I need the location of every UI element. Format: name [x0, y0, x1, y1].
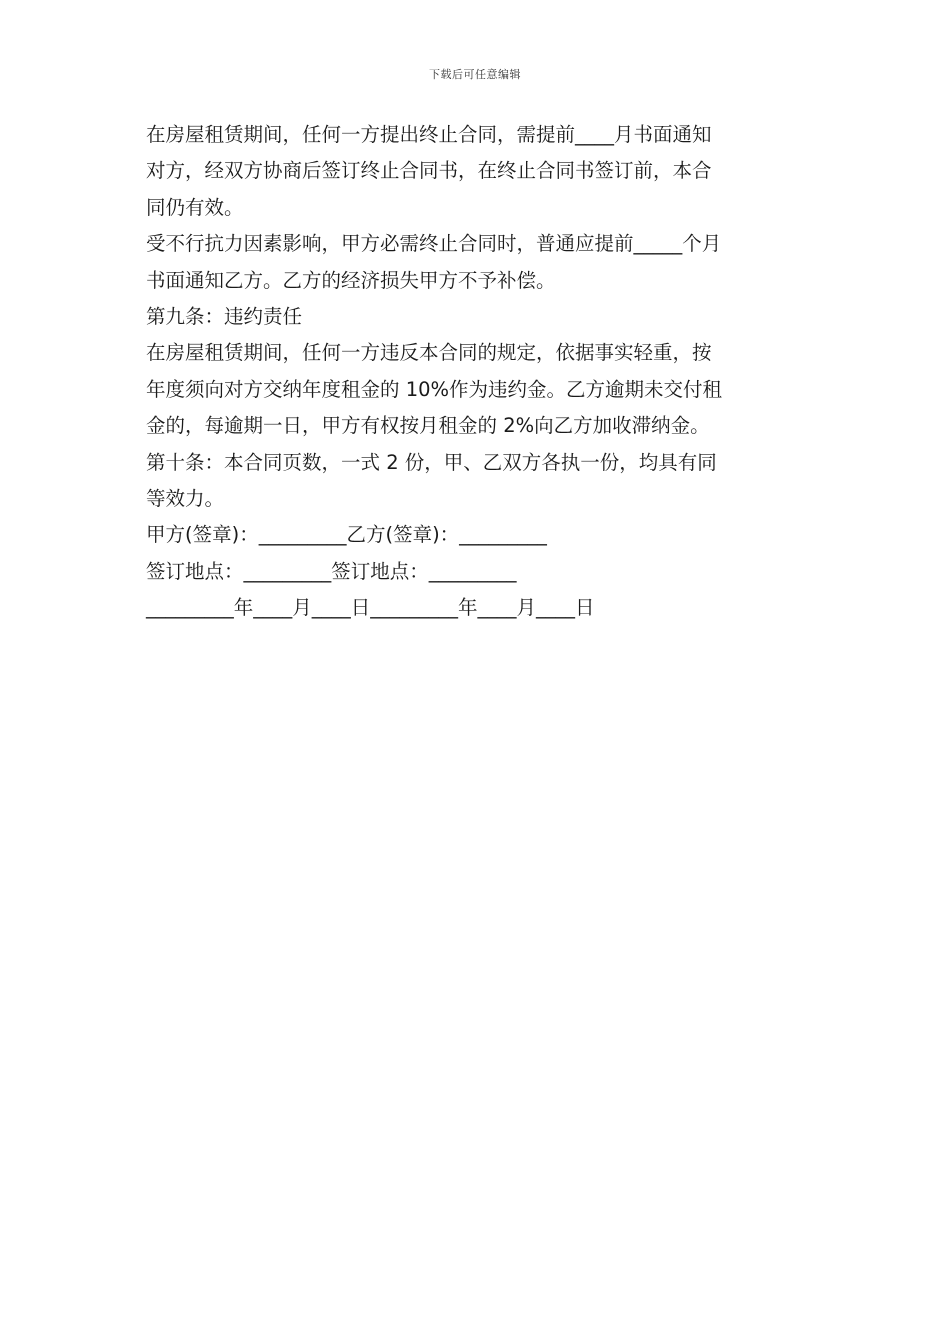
- signing-place-line: [146, 554, 806, 590]
- article-ten: [146, 445, 806, 518]
- signature-line: [146, 517, 806, 553]
- signing-date-line: [146, 590, 806, 626]
- text-line: 在房屋租赁期间，任何一方提出终止合同，需提前____月书面通知: [146, 123, 712, 146]
- text-line: 在房屋租赁期间，任何一方违反本合同的规定，依据事实轻重，按: [146, 341, 712, 365]
- text-line: 同仍有效。: [146, 195, 244, 219]
- text-line: 受不行抗力因素影响，甲方必需终止合同时，普通应提前_____个月: [146, 232, 722, 256]
- document-body: [146, 117, 806, 627]
- text-line: 签订地点：_________签订地点：_________: [146, 559, 517, 583]
- text-line: 第十条：本合同页数，一式 2 份，甲、乙双方各执一份，均具有同: [146, 450, 717, 474]
- text-line: _________年____月____日_________年____月____日: [146, 596, 595, 620]
- page-header: 下载后可任意编辑: [429, 68, 521, 81]
- text-line: 对方，经双方协商后签订终止合同书，在终止合同书签订前，本合: [146, 159, 712, 183]
- text-line: 书面通知乙方。乙方的经济损失甲方不予补偿。: [146, 268, 556, 292]
- text-line: 等效力。: [146, 487, 225, 511]
- article-nine-heading: [146, 299, 806, 335]
- text-line: 甲方(签章)：_________乙方(签章)：_________: [146, 523, 547, 547]
- clause-breach-penalty: [146, 335, 806, 444]
- clause-force-majeure: [146, 226, 806, 299]
- clause-termination-notice: [146, 117, 806, 226]
- text-line: 金的，每逾期一日，甲方有权按月租金的 2%向乙方加收滞纳金。: [146, 414, 710, 438]
- text-line: 第九条：违约责任: [146, 305, 303, 329]
- text-line: 年度须向对方交纳年度租金的 10%作为违约金。乙方逾期未交付租: [146, 377, 723, 401]
